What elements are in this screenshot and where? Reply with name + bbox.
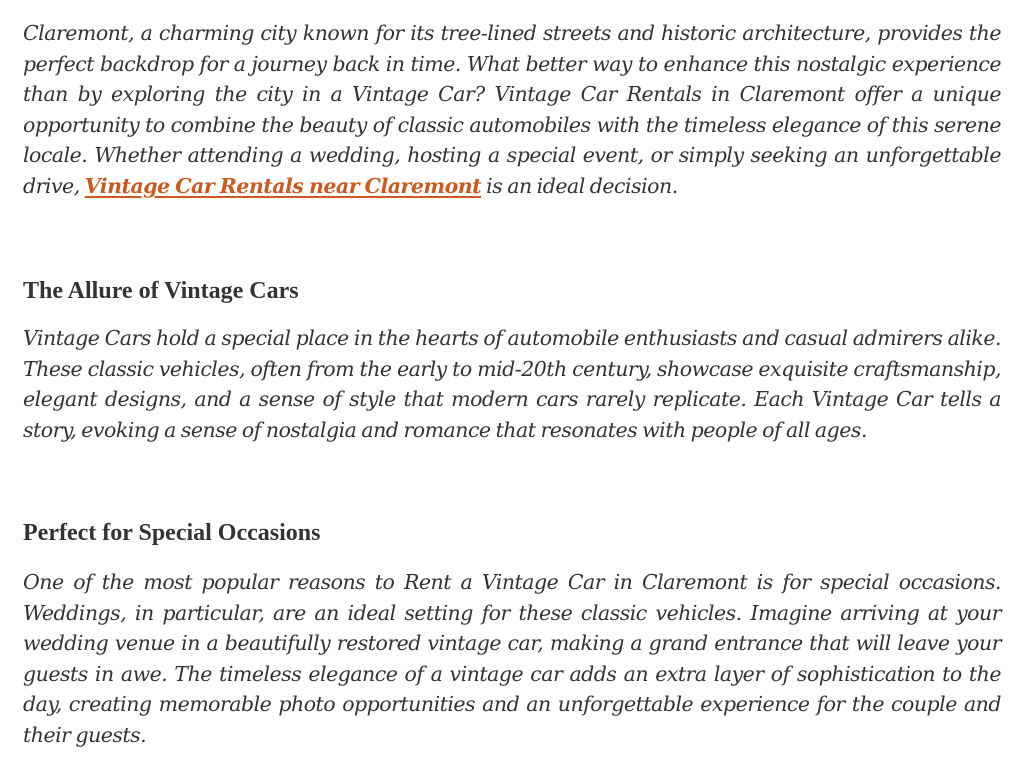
section-heading-special-occasions: Perfect for Special Occasions <box>23 520 321 546</box>
section-body-special-occasions: One of the most popular reasons to Rent a Vintage Car in Claremont is for special occasions. Weddings, in particular, are an ideal setting for these classic vehicles. Imagine arriving at your wedding venue in a beautifully restored vintage car, making a grand entrance that will leave your guests in awe. The timeless elegance of a vintage car adds an extra layer of sophistication to the day, creating memorable photo opportunities and an unforgettable experience for the couple and their guests. <box>23 570 1001 747</box>
section-heading-allure: The Allure of Vintage Cars <box>23 278 299 304</box>
vintage-car-rentals-link[interactable]: Vintage Car Rentals near Claremont <box>84 173 482 198</box>
section-body-allure: Vintage Cars hold a special place in the hearts of automobile enthusiasts and casual admirers alike. These classic vehicles, often from the early to mid-20th century, showcase exquisite craftsmanship, elegant designs, and a sense of style that modern cars rarely replicate. Each Vintage Car tells a story, evoking a sense of nostalgia and romance that resonates with people of all ages. <box>23 326 1001 442</box>
intro-text-after-link: is an ideal decision. <box>481 173 678 198</box>
intro-text-before-link: Claremont, a charming city known for its tree-lined streets and historic architecture, provides the perfect backdrop for a journey back in time. What better way to enhance this nostalgic experience than by exploring the city in a Vintage Car? Vintage Car Rentals in Claremont offer a unique opportunity to combine the beauty of classic automobiles with the timeless elegance of this serene locale. Whether attending a wedding, hosting a special event, or simply seeking an unforgettable drive, <box>23 21 1001 198</box>
intro-paragraph <box>23 18 1001 202</box>
